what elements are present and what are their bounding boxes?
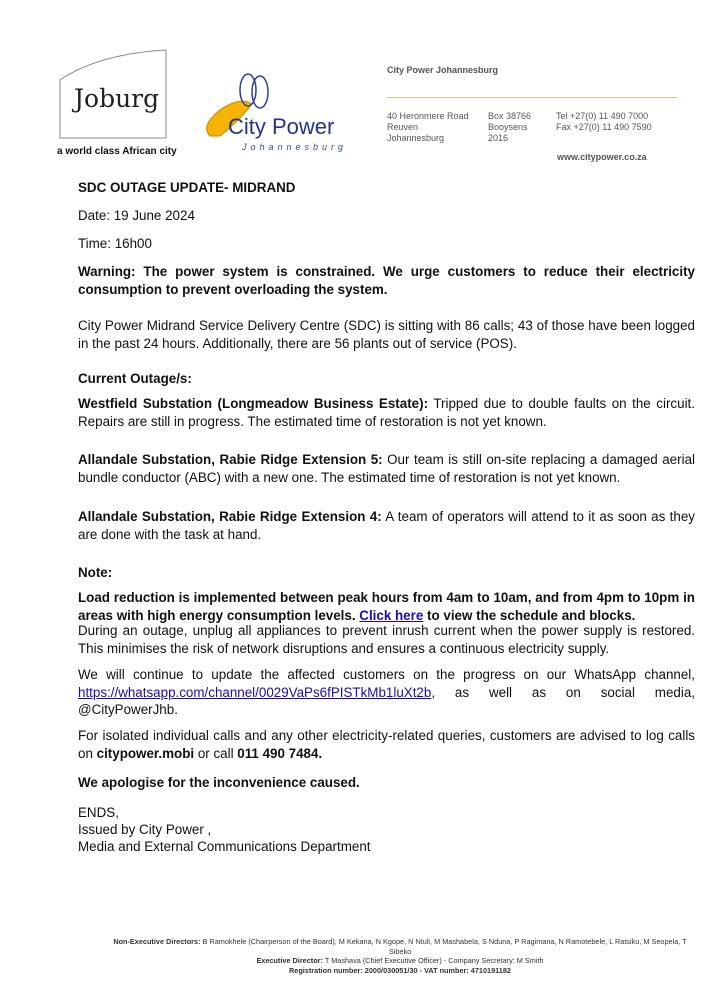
outage-text: Tripped due to double faults on the circuit. Repairs are still in progress. The estimated time of restoration is not yet known. <box>78 396 695 429</box>
load-reduction-end: to view the schedule and blocks. <box>423 607 636 623</box>
address-line: Johannesburg <box>387 133 445 143</box>
update-text: We will continue to update the affected customers on the progress on our WhatsApp channel, <box>78 667 695 682</box>
box-line: Box 38766 <box>488 111 532 121</box>
ends: ENDS, <box>78 805 119 820</box>
outages-heading: Current Outage/s: <box>78 371 192 386</box>
citypower-logo <box>200 70 370 160</box>
apology: We apologise for the inconvenience caused. <box>78 775 360 790</box>
executive-director <box>100 956 700 966</box>
outage-name: Allandale Substation, Rabie Ridge Extension 4: <box>78 509 382 524</box>
calls-site: citypower.mobi <box>96 745 195 761</box>
outage-item <box>78 395 695 430</box>
warning: Warning: The power system is constrained. We urge customers to reduce their electricity consumption to prevent overloading the system. <box>78 264 695 297</box>
load-reduction <box>78 589 695 624</box>
date: Date: 19 June 2024 <box>78 208 195 223</box>
note-heading: Note: <box>78 565 113 580</box>
ed-names: T Mashava (Chief Executive Officer) - Company Secretary: M Smith <box>322 956 544 965</box>
department: Media and External Communications Department <box>78 839 371 854</box>
time: Time: 16h00 <box>78 236 152 251</box>
whatsapp-link[interactable]: https://whatsapp.com/channel/0029VaPs6fPISTkMb1luXt2b <box>78 684 432 700</box>
calls-paragraph <box>78 727 695 762</box>
outage-item <box>78 508 695 543</box>
box-line: Booysens <box>488 122 528 132</box>
address-line: Reuven <box>387 122 419 132</box>
calls-number: 011 490 7484. <box>237 745 323 761</box>
website[interactable]: www.citypower.co.za <box>557 152 647 162</box>
ned-label: Non-Executive Directors: <box>113 937 201 946</box>
address-line: 40 Heronmere Road <box>387 111 469 121</box>
page-title: SDC OUTAGE UPDATE- MIDRAND <box>78 180 296 195</box>
non-executive-directors <box>100 937 700 956</box>
calls-or: or call <box>194 745 238 761</box>
joburg-logo-text: Joburg <box>74 84 160 113</box>
fax: Fax +27(0) 11 490 7590 <box>556 122 652 132</box>
outage-item <box>78 451 695 486</box>
update-text-end: , as well as on social media, @CityPowerJhb. <box>78 684 695 717</box>
ned-names: B Ramokhele (Chairperson of the Board), M Kekana, N Kgope, N Ntuli, M Mashabela, S Nduna, P Ragimana, N Ramotebele, L Ratsiku, M Seopela, T Sibeko <box>200 937 687 956</box>
joburg-logo <box>58 48 170 140</box>
joburg-tagline: a world class African city <box>57 146 177 157</box>
update-paragraph <box>78 666 695 719</box>
load-reduction-text: Load reduction is implemented between peak hours from 4am to 10am, and from 4pm to 10pm in areas with high energy consumption levels. <box>78 590 695 623</box>
address <box>387 111 469 144</box>
outage-advice: During an outage, unplug all appliances to prevent inrush current when the power supply is restored. This minimises the risk of network disruptions and ensures a continuous electricity supply. <box>78 623 695 656</box>
footer <box>100 937 700 975</box>
intro-paragraph: City Power Midrand Service Delivery Centre (SDC) is sitting with 86 calls; 43 of those have been logged in the past 24 hours. Additionally, there are 56 plants out of service (POS). <box>78 318 695 351</box>
calls-text: For isolated individual calls and any other electricity-related queries, customers are advised to log calls on <box>78 728 695 761</box>
tel: Tel +27(0) 11 490 7000 <box>556 111 649 121</box>
citypower-logo-text: City Power <box>228 114 335 139</box>
contact-numbers <box>556 111 652 133</box>
box-line: 2016 <box>488 133 509 143</box>
outage-name: Allandale Substation, Rabie Ridge Extension 5: <box>78 452 383 467</box>
outage-name: Westfield Substation (Longmeadow Business Estate): <box>78 396 429 411</box>
click-here-link[interactable]: Click here <box>359 607 424 623</box>
company-name: City Power Johannesburg <box>387 65 499 75</box>
postal-box <box>488 111 531 144</box>
issued-by: Issued by City Power , <box>78 822 212 837</box>
citypower-logo-sub: Johannesburg <box>242 142 348 152</box>
outage-text: Our team is still on-site replacing a damaged aerial bundle conductor (ABC) with a new one. The estimated time of restoration is not yet known. <box>78 452 695 485</box>
registration: Registration number: 2000/030051/30 - VAT number: 4710191182 <box>289 965 511 975</box>
outage-text: A team of operators will attend to it as soon as they are done with the task at hand. <box>78 509 695 542</box>
ed-label: Executive Director: <box>256 956 323 965</box>
header-rule <box>387 97 677 98</box>
